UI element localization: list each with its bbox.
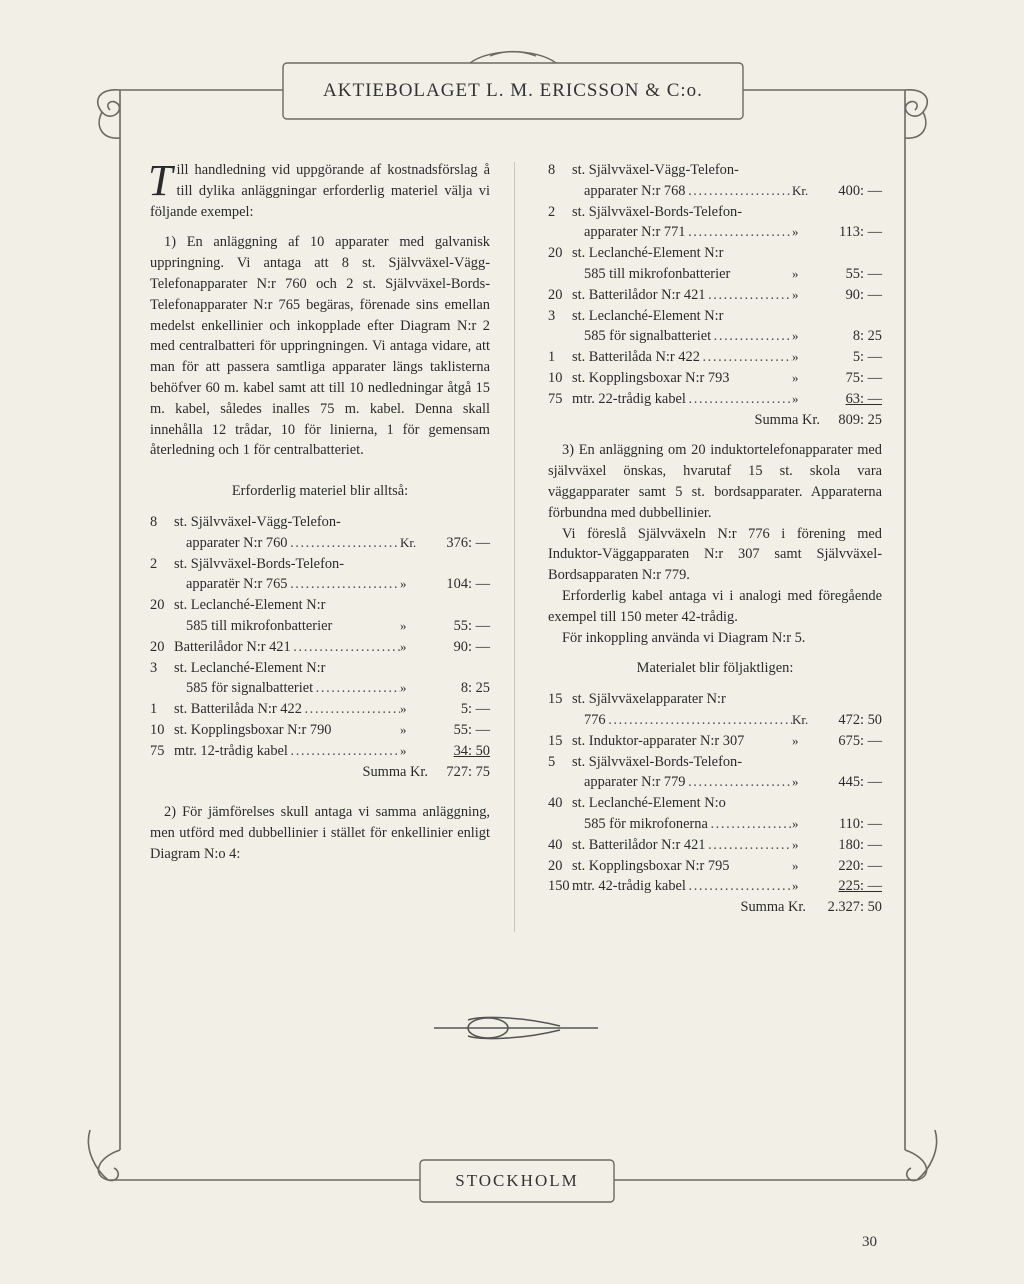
right-column <box>548 160 882 918</box>
example-3-paragraph: 3) En anläggning om 20 induktortelefonapparater med självväxel önskas, hvarutaf 15 st. skola vara väggapparater samt 5 st. bordsapparater. Apparaterna förbundna med dubbellinier. <box>548 442 882 521</box>
list-item: 150 mtr. 42-trådig kabel . . . » 225: — <box>548 876 882 897</box>
sum-row: Summa Kr. 727: 75 <box>362 763 490 780</box>
materials-list-1 <box>150 512 490 762</box>
list-item-cont: 585 för signalbatteriet . . . » 8: 25 <box>548 326 882 347</box>
list-item: 10 st. Kopplingsboxar N:r 793 » 75: — <box>548 369 882 386</box>
list-item: 3 st. Leclanché-Element N:r <box>548 307 724 324</box>
list-item: 20 st. Kopplingsboxar N:r 795 » 220: — <box>548 857 882 874</box>
list-item: 5 st. Självväxel-Bords-Telefon- <box>548 753 743 770</box>
list-item: 10 st. Kopplingsboxar N:r 790 » 55: — <box>150 721 490 738</box>
list-item: 75 mtr. 22-trådig kabel . . . » 63: — <box>548 389 882 410</box>
list-item: 40 st. Batterilådor N:r 421 . . . » 180: — <box>548 835 882 856</box>
header-title: AKTIEBOLAGET L. M. ERICSSON & C:o. <box>323 80 703 101</box>
left-column <box>148 156 490 865</box>
list-item-cont: 776 . . . Kr. 472: 50 <box>548 710 882 731</box>
list-item: 1 st. Batterilåda N:r 422 . . . » 5: — <box>548 347 882 368</box>
list-item: 2 st. Självväxel-Bords-Telefon- <box>548 203 743 220</box>
example-1-paragraph: 1) En anläggning af 10 apparater med galvanisk uppringning. Vi antaga att 8 st. Självväxel-Vägg-Telefonapparater N:r 760 och 2 st. Självväxel-Bords-Telefonapparater N:r 765 begäras, förenade sins emellan medelst enkellinier och inkopplade efter Diagram N:r 2 med centralbatteri för uppringningen. Vi antaga vidare, att man för att passera samtliga apparater längs taklisterna behöfver 60 m. kabel samt att till 10 nedledningar åtgå 15 m. kabel, således inalles 75 m. kabel. Denna skall innehålla 12 trådar, 10 för linierna, 1 för gemensam återledning och 1 för centralbatteriet. <box>150 234 490 459</box>
example-2-paragraph: 2) För jämförelses skull antaga vi samma anläggning, men utförd med dubbellinier i stället för enkellinier enligt Diagram N:o 4: <box>150 804 490 862</box>
footer-city: STOCKHOLM <box>455 1171 579 1190</box>
sum-row: Summa Kr. 809: 25 <box>754 411 882 428</box>
page-number: 30 <box>862 1234 877 1250</box>
list-item: 8 st. Självväxel-Vägg-Telefon- <box>150 513 341 530</box>
materials-heading: Erforderlig materiel blir alltså: <box>231 483 409 500</box>
list-item-cont: apparater N:r 760 . . . Kr. 376: — <box>150 533 490 554</box>
sum-row: Summa Kr. 2.327: 50 <box>740 899 882 916</box>
materials-list-2 <box>548 160 882 410</box>
proposal-paragraph: Vi föreslå Självväxeln N:r 776 i förening med Induktor-Väggapparaten N:r 307 samt Självväxel-Bordsapparaten N:r 779. <box>548 525 882 584</box>
list-item: 1 st. Batterilåda N:r 422 . . . » 5: — <box>150 699 490 720</box>
list-item: 20 Batterilådor N:r 421 . . . » 90: — <box>150 637 490 658</box>
intro-paragraph: Till handledning vid uppgörande af kostnadsförslag å till dylika anläggningar erforderlig materiel välja vi följande exempel: <box>148 156 490 220</box>
materials-heading: Materialet blir följaktligen: <box>636 660 794 677</box>
list-item: 20 st. Batterilådor N:r 421 . . . » 90: — <box>548 285 882 306</box>
list-item: 3 st. Leclanché-Element N:r <box>150 659 326 676</box>
materials-list-3 <box>548 689 882 897</box>
list-item-cont: 585 för mikrofonerna . . . » 110: — <box>548 814 882 835</box>
cable-paragraph: Erforderlig kabel antaga vi i analogi med föregående exempel till 150 meter 42-trådig. <box>548 587 882 625</box>
list-item: 40 st. Leclanché-Element N:o <box>548 795 726 812</box>
diagram-paragraph: För inkoppling använda vi Diagram N:r 5. <box>562 629 806 646</box>
list-item-cont: 585 för signalbatteriet . . . » 8: 25 <box>150 678 490 699</box>
list-item-cont: 585 till mikrofonbatterier » 55: — <box>584 265 882 282</box>
list-item: 20 st. Leclanché-Element N:r <box>548 245 724 262</box>
list-item: 8 st. Självväxel-Vägg-Telefon- <box>548 162 739 178</box>
list-item-cont: apparater N:r 779 . . . » 445: — <box>548 772 882 793</box>
list-item: 15 st. Självväxelapparater N:r <box>548 691 726 708</box>
drop-cap: T <box>148 156 173 205</box>
list-item: 15 st. Induktor-apparater N:r 307 » 675: — <box>548 732 882 749</box>
list-item: 75 mtr. 12-trådig kabel . . . » 34: 50 <box>150 741 490 762</box>
list-item: 2 st. Självväxel-Bords-Telefon- <box>150 555 345 572</box>
list-item-cont: apparatër N:r 765 . . . » 104: — <box>150 574 490 595</box>
list-item-cont: 585 till mikrofonbatterier » 55: — <box>186 617 490 634</box>
list-item-cont: apparater N:r 771 . . . » 113: — <box>548 222 882 243</box>
list-item: 20 st. Leclanché-Element N:r <box>150 597 326 614</box>
column-divider <box>514 162 515 932</box>
list-item-cont: apparater N:r 768 . . . Kr. 400: — <box>548 181 882 202</box>
